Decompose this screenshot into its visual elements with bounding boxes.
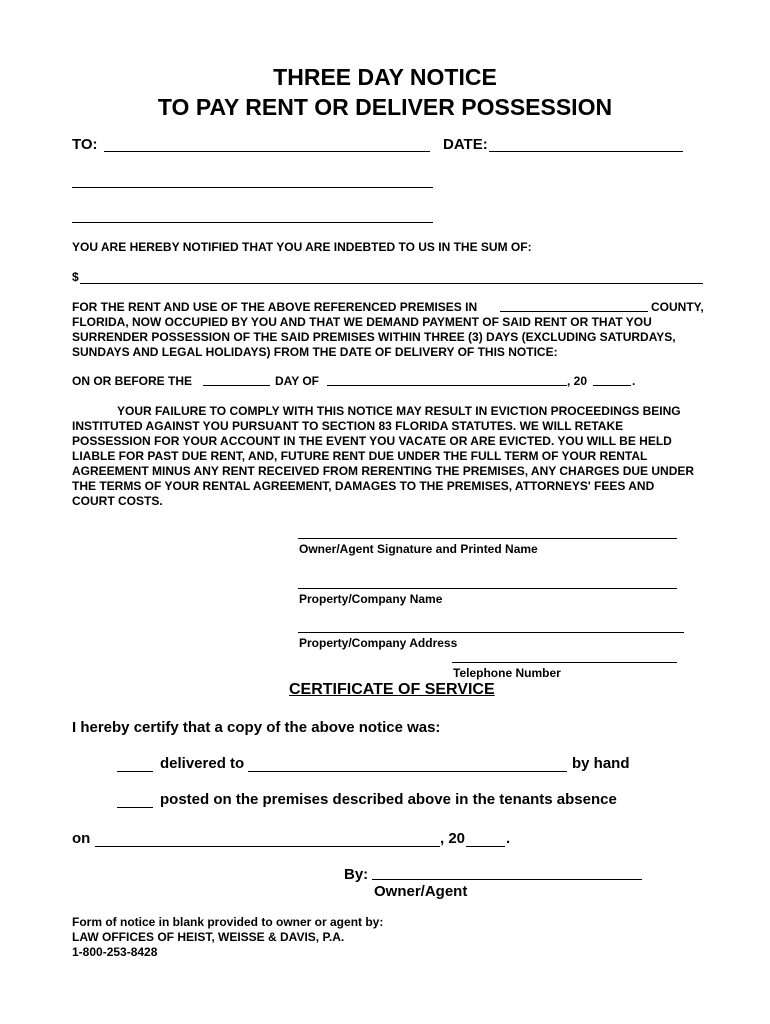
year-suffix: . [632, 374, 636, 388]
rent-paragraph-line-3: SURRENDER POSSESSION OF THE SAID PREMISES WITHIN THREE (3) DAYS (EXCLUDING SATURDAYS, [72, 330, 676, 344]
on-or-before-label: ON OR BEFORE THE [72, 374, 193, 388]
owner-agent-label: Owner/Agent [374, 883, 468, 900]
telephone-number-label: Telephone Number [453, 666, 561, 680]
rent-paragraph-line-2: FLORIDA, NOW OCCUPIED BY YOU AND THAT WE DEMAND PAYMENT OF SAID RENT OR THAT YOU [72, 315, 652, 329]
posted-label: posted on the premises described above in the tenants absence [160, 791, 617, 808]
telephone-number-line[interactable] [452, 662, 677, 663]
footer-line-1: Form of notice in blank provided to owner or agent by: [72, 915, 384, 929]
delivered-to-line[interactable] [248, 771, 567, 772]
property-company-address-line[interactable] [298, 632, 684, 633]
property-company-name-label: Property/Company Name [299, 592, 443, 606]
by-label: By: [344, 866, 369, 883]
rent-lead-text: FOR THE RENT AND USE OF THE ABOVE REFERENCED PREMISES IN [72, 300, 478, 314]
failure-line-4: LIABLE FOR PAST DUE RENT, AND, FUTURE RENT DUE UNDER THE FULL TERM OF YOUR RENTAL [72, 449, 648, 463]
on-label: on [72, 830, 91, 847]
by-hand-label: by hand [572, 755, 630, 772]
notice-title: THREE DAY NOTICE [273, 64, 497, 90]
date-line[interactable] [489, 151, 683, 152]
certify-text: I hereby certify that a copy of the above notice was: [72, 719, 441, 736]
indebted-text: YOU ARE HEREBY NOTIFIED THAT YOU ARE INDEBTED TO US IN THE SUM OF: [72, 240, 532, 254]
property-company-name-line[interactable] [298, 588, 677, 589]
rent-paragraph-line-4: SUNDAYS AND LEGAL HOLIDAYS) FROM THE DATE OF DELIVERY OF THIS NOTICE: [72, 345, 558, 359]
footer-phone: 1-800-253-8428 [72, 945, 158, 959]
to-name-line[interactable] [104, 151, 430, 152]
month-line[interactable] [327, 385, 567, 386]
rent-paragraph-line-1 [72, 300, 477, 315]
year-line[interactable] [593, 385, 631, 386]
date-label: DATE: [443, 136, 488, 153]
certificate-heading: CERTIFICATE OF SERVICE [289, 681, 495, 698]
amount-line[interactable] [80, 283, 703, 284]
county-line[interactable] [500, 311, 648, 312]
county-label: COUNTY, [651, 300, 704, 314]
delivered-checkbox-line[interactable] [117, 771, 153, 772]
year-prefix: , 20 [567, 374, 588, 388]
owner-agent-signature-label: Owner/Agent Signature and Printed Name [299, 542, 538, 556]
failure-line-7: COURT COSTS. [72, 494, 163, 508]
to-address-line-2[interactable] [72, 222, 433, 223]
dollar-sign: $ [72, 270, 79, 284]
property-company-address-label: Property/Company Address [299, 636, 458, 650]
failure-line-1: YOUR FAILURE TO COMPLY WITH THIS NOTICE MAY RESULT IN EVICTION PROCEEDINGS BEING [117, 404, 681, 418]
failure-line-5: AGREEMENT MINUS ANY RENT RECEIVED FROM RERENTING THE PREMISES, ANY CHARGES DUE UNDER [72, 464, 695, 478]
day-number-line[interactable] [203, 385, 270, 386]
day-of-label: DAY OF [275, 374, 320, 388]
owner-agent-signature-line[interactable] [298, 538, 677, 539]
service-date-line[interactable] [95, 846, 440, 847]
service-year-prefix: , 20 [440, 830, 466, 847]
failure-line-3: POSSESSION FOR YOUR ACCOUNT IN THE EVENT YOU VACATE OR ARE EVICTED. YOU WILL BE HELD [72, 434, 672, 448]
to-label: TO: [72, 136, 98, 153]
to-address-line-1[interactable] [72, 187, 433, 188]
by-signature-line[interactable] [372, 879, 642, 880]
service-year-line[interactable] [466, 846, 505, 847]
service-year-suffix: . [506, 830, 511, 847]
footer-line-2: LAW OFFICES OF HEIST, WEISSE & DAVIS, P.A. [72, 930, 345, 944]
posted-checkbox-line[interactable] [117, 807, 153, 808]
delivered-to-label: delivered to [160, 755, 245, 772]
failure-line-2: INSTITUTED AGAINST YOU PURSUANT TO SECTION 83 FLORIDA STATUTES. WE WILL RETAKE [72, 419, 624, 433]
failure-line-6: THE TERMS OF YOUR RENTAL AGREEMENT, DAMAGES TO THE PREMISES, ATTORNEYS' FEES AND [72, 479, 655, 493]
notice-subtitle: TO PAY RENT OR DELIVER POSSESSION [157, 94, 613, 120]
